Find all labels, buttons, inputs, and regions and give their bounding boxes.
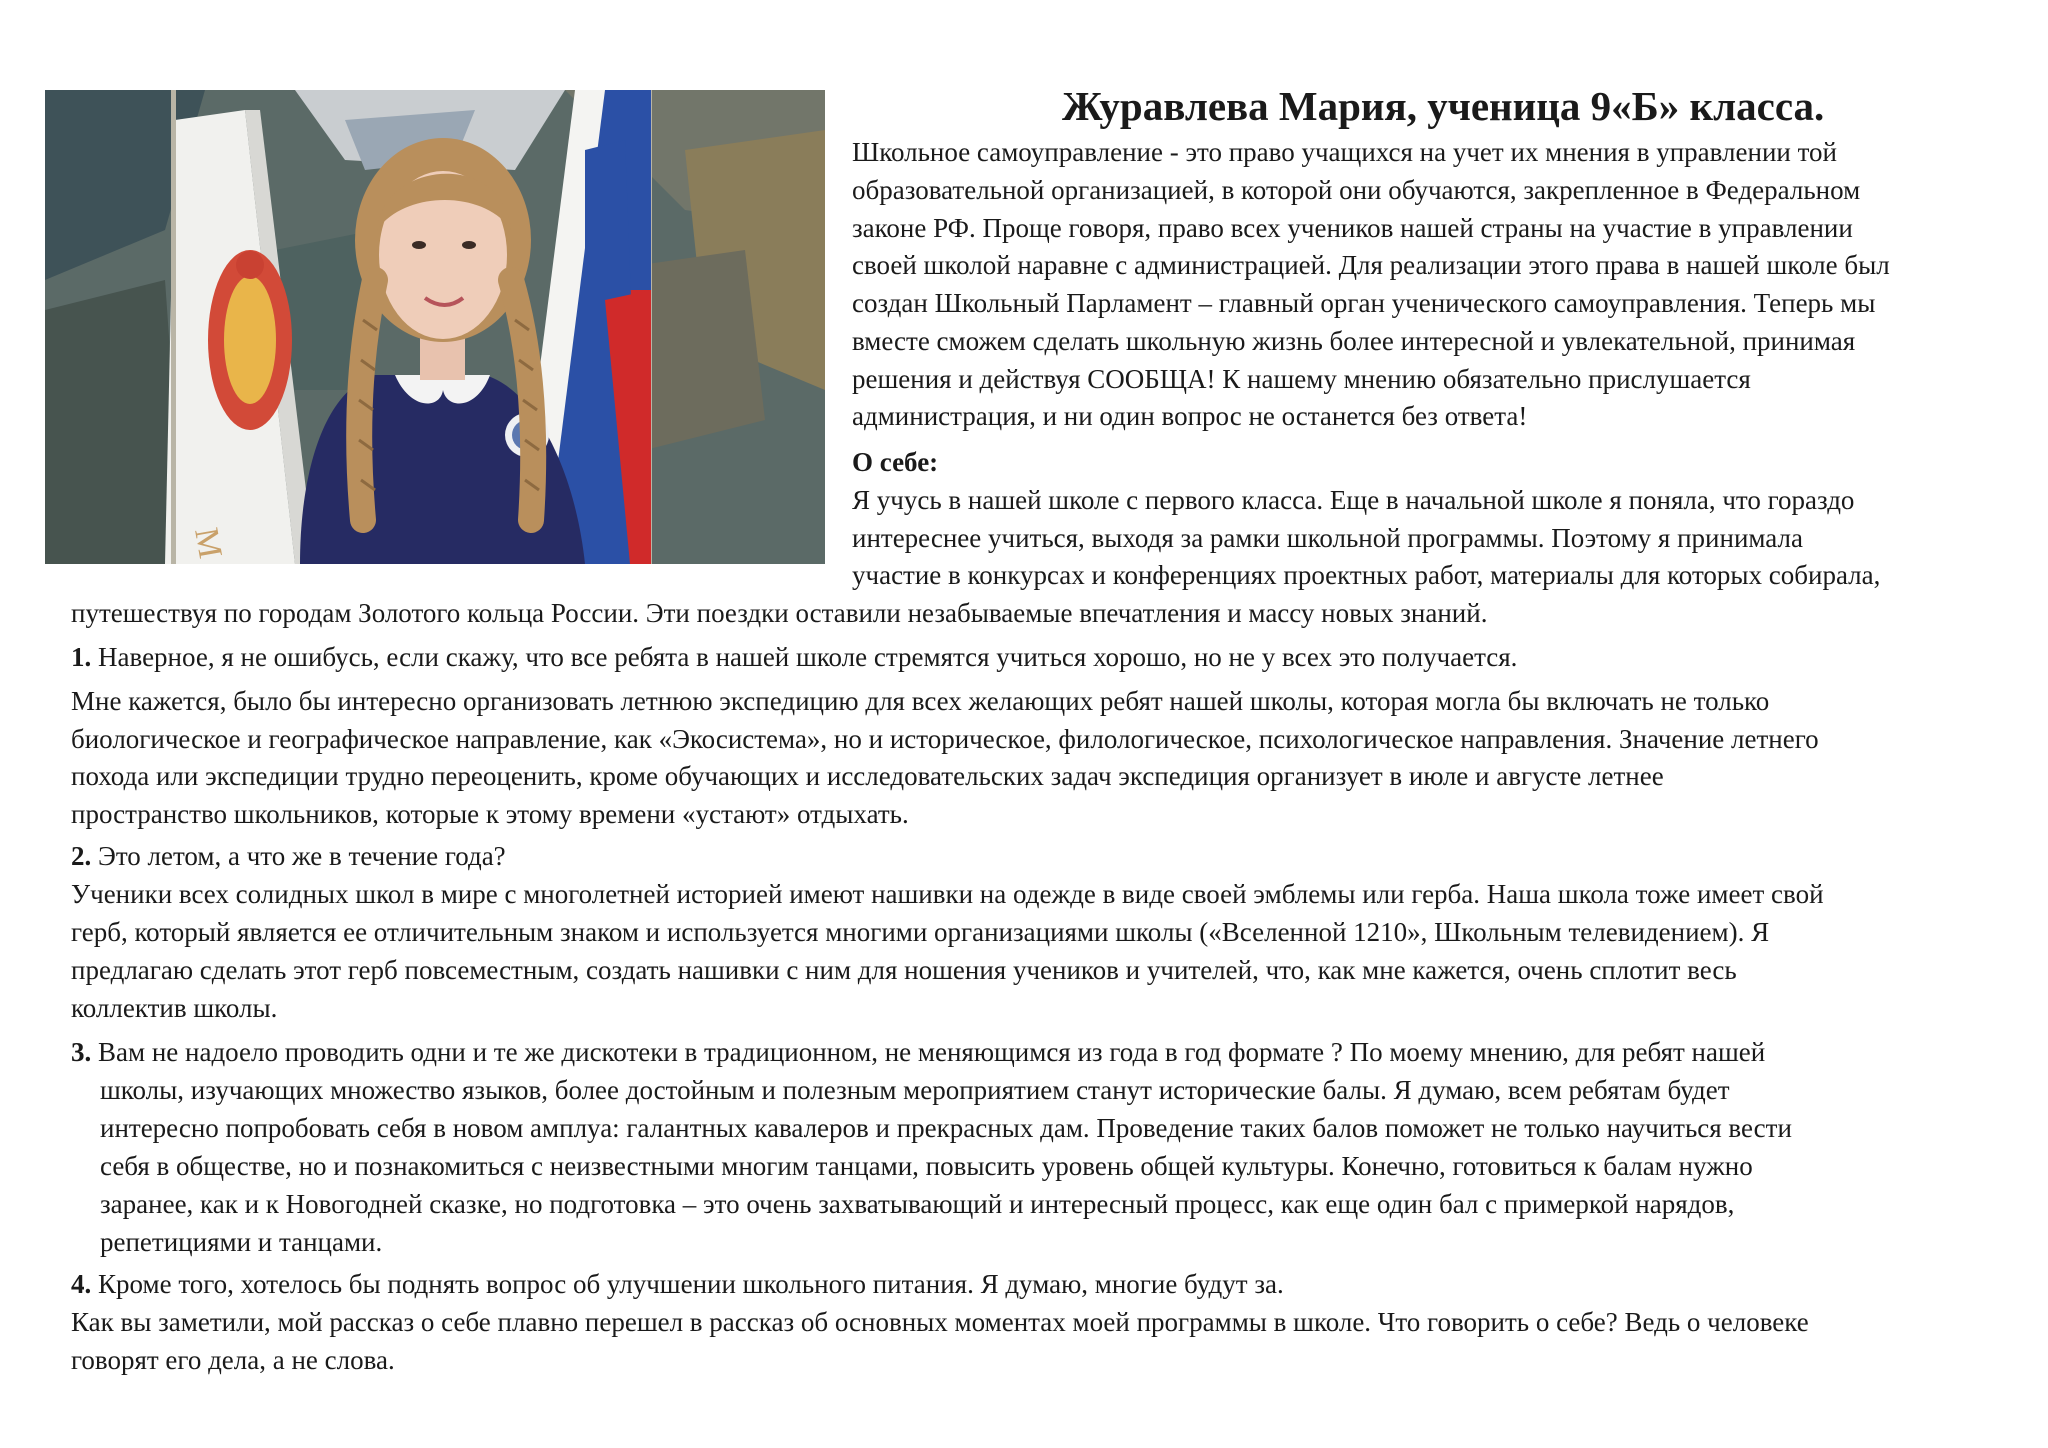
point-text: Это летом, а что же в течение года? <box>91 841 506 871</box>
intro-line: создан Школьный Парламент – главный орган ученического самоуправления. Теперь мы <box>852 288 1876 318</box>
intro-line: вместе сможем сделать школьную жизнь более интересной и увлекательной, принимая <box>852 326 1856 356</box>
point-text: Вам не надоело проводить одни и те же дискотеки в традиционном, не меняющимся из года в год формате ? По моему мнению, для ребят нашей <box>91 1037 1766 1067</box>
student-photo <box>45 90 825 564</box>
point-1 <box>71 639 1517 677</box>
point-2-body-line: Ученики всех солидных школ в мире с многолетней историей имеют нашивки на одежде в виде своей эмблемы или герба. Наша школа тоже имеет свой <box>71 879 1824 909</box>
about-heading: О себе: <box>852 447 939 477</box>
point-3 <box>71 1034 1765 1072</box>
point-text: Наверное, я не ошибусь, если скажу, что все ребята в нашей школе стремятся учиться хорошо, но не у всех это получается. <box>91 642 1518 672</box>
point-1-body-line: биологическое и географическое направление, как «Экосистема», но и историческое, филологическое, психологическое направления. Значение летнего <box>71 724 1819 754</box>
point-3-line: школы, изучающих множество языков, более достойным и полезным мероприятием станут исторические балы. Я думаю, всем ребятам будет <box>100 1075 1730 1105</box>
point-3-line: заранее, как и к Новогодней сказке, но подготовка – это очень захватывающий и интересный процесс, как еще один бал с примеркой нарядов, <box>100 1189 1735 1219</box>
about-line: участие в конкурсах и конференциях проектных работ, материалы для которых собирала, <box>852 560 1881 590</box>
point-3-line: себя в обществе, но и познакомиться с неизвестными многим танцами, повысить уровень общей культуры. Конечно, готовиться к балам нужно <box>100 1151 1753 1181</box>
point-3-line: интересно попробовать себя в новом амплуа: галантных кавалеров и прекрасных дам. Проведение таких балов поможет не только научиться вести <box>100 1113 1792 1143</box>
intro-line: решения и действуя СООБЩА! К нашему мнению обязательно прислушается <box>852 364 1751 394</box>
closing-line: Как вы заметили, мой рассказ о себе плавно перешел в рассказ об основных моментах моей программы в школе. Что говорить о себе? Ведь о человеке <box>71 1307 1809 1337</box>
point-number: 3. <box>71 1037 92 1067</box>
point-1-body-line: Мне кажется, было бы интересно организовать летнюю экспедицию для всех желающих ребят нашей школы, которая могла бы включать не только <box>71 686 1770 716</box>
about-line: интереснее учиться, выходя за рамки школьной программы. Поэтому я принимала <box>852 523 1803 553</box>
point-2-body-line: предлагаю сделать этот герб повсеместным, создать нашивки с ним для ношения учеников и учителей, что, как мне кажется, очень сплотит весь <box>71 955 1737 985</box>
point-2-body-line: коллектив школы. <box>71 993 278 1023</box>
about-line: Я учусь в нашей школе с первого класса. Еще в начальной школе я поняла, что гораздо <box>852 485 1855 515</box>
intro-line: Школьное самоуправление - это право учащихся на учет их мнения в управлении той <box>852 137 1837 167</box>
closing-line: говорят его дела, а не слова. <box>71 1345 395 1375</box>
intro-line: администрация, и ни один вопрос не останется без ответа! <box>852 401 1528 431</box>
intro-line: образовательной организацией, в которой они обучаются, закрепленное в Федеральном <box>852 175 1861 205</box>
svg-text:M: M <box>187 524 229 562</box>
about-line: путешествуя по городам Золотого кольца России. Эти поездки оставили незабываемые впечатления и массу новых знаний. <box>71 598 1488 628</box>
point-1-body-line: похода или экспедиции трудно переоценить, кроме обучающих и исследовательских задач экспедиция организует в июле и августе летнее <box>71 761 1664 791</box>
student-photo-illustration <box>45 90 825 564</box>
point-number: 1. <box>71 642 92 672</box>
point-3-line: репетициями и танцами. <box>100 1227 383 1257</box>
point-4 <box>71 1266 1284 1304</box>
intro-line: своей школой наравне с администрацией. Для реализации этого права в нашей школе был <box>852 250 1890 280</box>
point-2-body-line: герб, который является ее отличительным знаком и используется многими организациями школы («Вселенной 1210», Школьным телевидением). Я <box>71 917 1770 947</box>
point-text: Кроме того, хотелось бы поднять вопрос об улучшении школьного питания. Я думаю, многие будут за. <box>91 1269 1284 1299</box>
point-number: 4. <box>71 1269 92 1299</box>
point-2 <box>71 838 506 876</box>
intro-line: законе РФ. Проще говоря, право всех учеников нашей страны на участие в управлении <box>852 213 1853 243</box>
page-title: Журавлева Мария, ученица 9«Б» класса. <box>1062 83 1825 129</box>
point-1-body-line: пространство школьников, которые к этому времени «устают» отдыхать. <box>71 799 909 829</box>
point-number: 2. <box>71 841 92 871</box>
